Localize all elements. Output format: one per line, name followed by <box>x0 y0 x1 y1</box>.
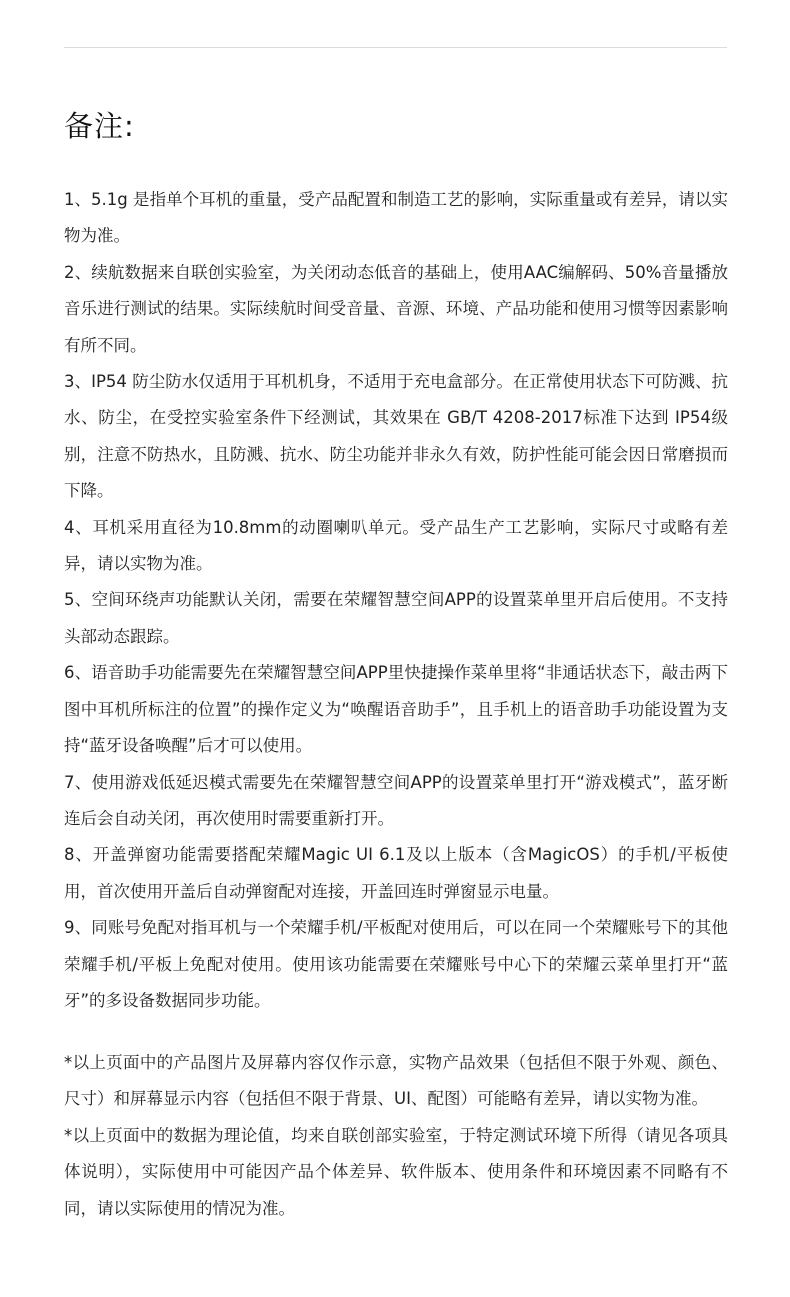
note-item-7: 7、使用游戏低延迟模式需要先在荣耀智慧空间APP的设置菜单里打开“游戏模式”，蓝牙断连后会自动关闭，再次使用时需要重新打开。 <box>64 772 728 828</box>
notes-list <box>64 182 728 1019</box>
disclaimer-item-2: *以上页面中的数据为理论值，均来自联创部实验室，于特定测试环境下所得（请见各项具体说明），实际使用中可能因产品个体差异、软件版本、使用条件和环境因素不同略有不同，请以实际使用的情况为准。 <box>64 1125 728 1218</box>
note-item-5: 5、空间环绕声功能默认关闭，需要在荣耀智慧空间APP的设置菜单里开启后使用。不支持头部动态跟踪。 <box>64 590 728 646</box>
note-item-6: 6、语音助手功能需要先在荣耀智慧空间APP里快捷操作菜单里将“非通话状态下，敲击两下图中耳机所标注的位置”的操作定义为“唤醒语音助手”，且手机上的语音助手功能设置为支持“蓝牙设备唤醒”后才可以使用。 <box>64 663 728 756</box>
note-item-2: 2、续航数据来自联创实验室，为关闭动态低音的基础上，使用AAC编解码、50%音量播放音乐进行测试的结果。实际续航时间受音量、音源、环境、产品功能和使用习惯等因素影响有所不同。 <box>64 262 728 355</box>
note-item-4: 4、耳机采用直径为10.8mm的动圈喇叭单元。受产品生产工艺影响，实际尺寸或略有差异，请以实物为准。 <box>64 517 728 574</box>
note-item-3: 3、IP54 防尘防水仅适用于耳机机身，不适用于充电盒部分。在正常使用状态下可防溅、抗水、防尘，在受控实验室条件下经测试，其效果在 GB/T 4208-2017标准下达到 IP54级别，注意不防热水，且防溅、抗水、防尘功能并非永久有效，防护性能可能会因日常磨损而下降。 <box>64 372 728 501</box>
disclaimer-list <box>64 1045 728 1227</box>
note-item-9: 9、同账号免配对指耳机与一个荣耀手机/平板配对使用后，可以在同一个荣耀账号下的其他荣耀手机/平板上免配对使用。使用该功能需要在荣耀账号中心下的荣耀云菜单里打开“蓝牙”的多设备数据同步功能。 <box>64 918 728 1010</box>
note-item-8: 8、开盖弹窗功能需要搭配荣耀Magic UI 6.1及以上版本（含MagicOS）的手机/平板使用，首次使用开盖后自动弹窗配对连接，开盖回连时弹窗显示电量。 <box>64 845 728 901</box>
top-divider <box>64 47 727 48</box>
notes-title: 备注: <box>64 109 135 143</box>
disclaimer-item-1: *以上页面中的产品图片及屏幕内容仅作示意，实物产品效果（包括但不限于外观、颜色、尺寸）和屏幕显示内容（包括但不限于背景、UI、配图）可能略有差异，请以实物为准。 <box>64 1053 728 1109</box>
note-item-1: 1、5.1g 是指单个耳机的重量，受产品配置和制造工艺的影响，实际重量或有差异，请以实物为准。 <box>64 190 728 246</box>
